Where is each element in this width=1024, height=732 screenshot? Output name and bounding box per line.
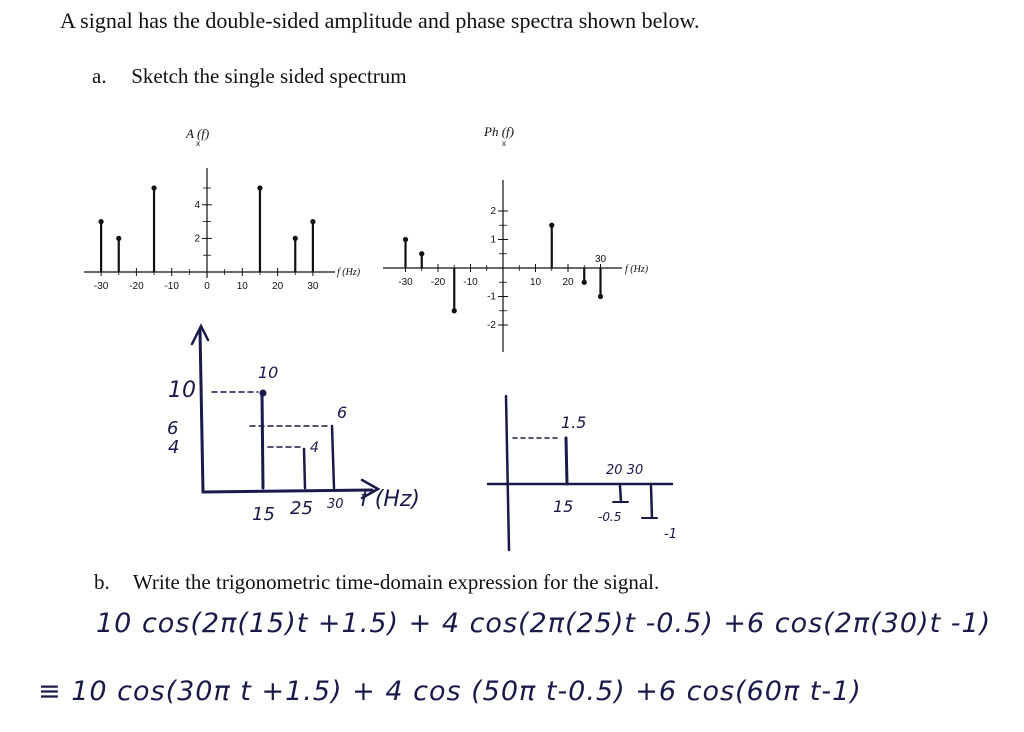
part-b-question — [94, 570, 659, 595]
ph-stem-point — [419, 251, 424, 256]
hw-ph-neg-1: -1 — [664, 527, 677, 542]
handwritten-amplitude-labels — [167, 363, 420, 525]
ph-stem-point — [598, 294, 603, 299]
ph-ytick-label: -2 — [487, 320, 496, 331]
problem-intro: A signal has the double-sided amplitude and phase spectra shown below. — [60, 8, 700, 33]
amp-xtick-label: 0 — [204, 281, 210, 292]
ph-xtick-label: 20 — [562, 277, 574, 288]
amp-xtick-label: -30 — [93, 281, 109, 292]
hw-ph-top-15: 1.5 — [561, 413, 587, 432]
amp-stem-point — [151, 185, 156, 190]
ph-ylabel: Ph (f) — [484, 124, 514, 139]
hw-amp-stem-30 — [332, 426, 334, 488]
handwritten-equation-line-1: 10 cos(2π(15)t +1.5) + 4 cos(2π(25)t -0.5) +6 cos(2π(30)t -1) — [96, 608, 992, 639]
ph-stem-point — [452, 308, 457, 313]
amp-ytick-label: 2 — [194, 233, 200, 245]
hw-amp-y-6: 6 — [167, 418, 179, 439]
hw-amp-top-4: 4 — [310, 440, 319, 456]
ph-xtick-label: 30 — [594, 254, 607, 265]
amp-xtick-label: 10 — [236, 281, 248, 292]
hw-amp-x-30: 30 — [327, 497, 344, 512]
ph-xlabel: f (Hz) — [625, 264, 649, 275]
amp-xlabel: f (Hz) — [337, 267, 361, 278]
ph-xtick-label: 10 — [529, 277, 542, 288]
hw-amp-x-15: 15 — [252, 504, 275, 525]
ph-xtick-label: -30 — [398, 277, 413, 288]
ph-xtick-label: -10 — [463, 277, 478, 288]
hw-ph-stem-25 — [620, 486, 621, 502]
hw-ph-x-15: 15 — [553, 497, 574, 516]
ph-stem-point — [549, 223, 554, 228]
amp-stem-point — [116, 236, 121, 241]
amp-stem-point — [293, 236, 298, 241]
ph-ylabel-subscript: x — [502, 139, 506, 148]
handwritten-equation-line-2: ≡ 10 cos(30π t +1.5) + 4 cos (50π t-0.5) +6 cos(60π t-1) — [38, 676, 862, 707]
phase-spectrum-chart — [383, 124, 649, 352]
handwritten-phase-labels — [553, 413, 677, 542]
hw-amp-top-6: 6 — [337, 403, 348, 422]
hw-amp-top-10: 10 — [258, 363, 279, 382]
amp-ylabel-subscript: x — [196, 139, 200, 148]
part-b-text: Write the trigonometric time-domain expression for the signal. — [132, 570, 660, 594]
amp-ytick-label: 4 — [194, 199, 200, 211]
amplitude-spectrum-chart — [84, 126, 361, 292]
part-a-label: a. — [92, 64, 107, 88]
hw-ph-neg-05: -0.5 — [598, 510, 622, 524]
hw-amp-dot-15 — [260, 390, 266, 396]
hw-ph-stem-30 — [651, 486, 652, 518]
amp-stem-point — [310, 219, 315, 224]
amp-xtick-label: -10 — [164, 281, 179, 292]
ph-stem-point — [403, 237, 408, 242]
hw-amp-x-25: 25 — [290, 498, 313, 519]
hw-amp-xlabel: f (Hz) — [360, 487, 420, 512]
ph-xtick-label: -20 — [430, 277, 446, 288]
handwritten-amplitude-sketch — [192, 326, 378, 498]
part-b-label: b. — [94, 570, 110, 594]
amp-xtick-label: 20 — [272, 281, 284, 292]
hw-ph-y-axis — [506, 396, 509, 550]
hw-ph-stem-15 — [566, 438, 567, 484]
hw-amp-y-4: 4 — [168, 437, 180, 458]
hw-ph-x-20-30: 20 30 — [606, 463, 644, 478]
hw-amp-y-10: 10 — [168, 378, 196, 403]
ph-stem-point — [582, 280, 587, 285]
amp-xtick-label: -20 — [129, 281, 144, 292]
amp-xtick-label: 30 — [307, 281, 319, 292]
hw-amp-stem-15 — [262, 393, 263, 488]
amp-ylabel: A (f) — [186, 126, 210, 141]
hw-amp-stem-25 — [304, 449, 305, 488]
amp-stem-point — [99, 219, 104, 224]
ph-ytick-label: 1 — [490, 234, 496, 246]
ph-ytick-label: -1 — [487, 291, 496, 303]
part-a-text: Sketch the single sided spectrum — [131, 64, 407, 88]
amp-stem-point — [257, 185, 262, 190]
ph-ytick-label: 2 — [490, 206, 496, 217]
